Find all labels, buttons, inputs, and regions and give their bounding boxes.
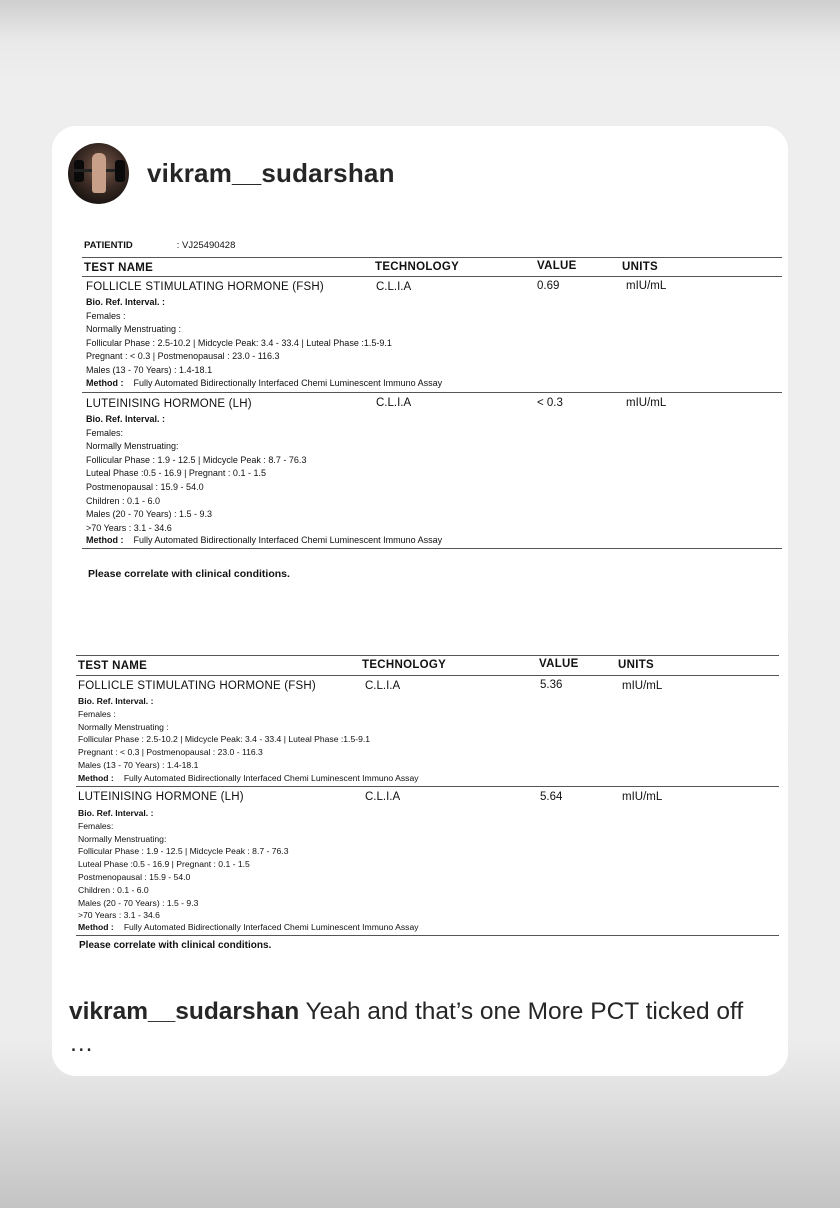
header-units: UNITS xyxy=(618,659,654,671)
method: Method : Fully Automated Bidirectionally Interfaced Chemi Luminescent Immuno Assay xyxy=(78,922,419,932)
post-caption xyxy=(69,996,749,1060)
test-technology: C.L.I.A xyxy=(365,680,401,692)
avatar-photo-figure xyxy=(92,153,106,193)
reference-interval: Bio. Ref. Interval. : Females: Normally Menstruating: Follicular Phase : 1.9 - 12.5 | Midcycle Peak : 8.7 - 76.3 Luteal Phase :0.5 - 16.9 | Pregnant : 0.1 - 1.5 Postmenopausal : 15.9 - 54.0 Children : 0.1 - 6.0 Males (20 - 70 Years) : 1.5 - 9.3 >70 Years : 3.1 - 34.6 xyxy=(86,414,307,533)
header-technology: TECHNOLOGY xyxy=(362,659,447,671)
test-technology: C.L.I.A xyxy=(376,281,412,293)
test-technology: C.L.I.A xyxy=(376,397,412,409)
post-header xyxy=(68,142,395,204)
test-units: mIU/mL xyxy=(626,280,667,292)
divider xyxy=(82,276,782,277)
test-units: mIU/mL xyxy=(622,680,663,692)
method: Method : Fully Automated Bidirectionally Interfaced Chemi Luminescent Immuno Assay xyxy=(78,773,419,783)
method: Method : Fully Automated Bidirectionally Interfaced Chemi Luminescent Immuno Assay xyxy=(86,378,443,388)
test-units: mIU/mL xyxy=(622,791,663,803)
test-value: 5.64 xyxy=(540,791,563,803)
test-name: LUTEINISING HORMONE (LH) xyxy=(78,791,244,803)
username-link[interactable]: vikram__sudarshan xyxy=(147,157,395,188)
header-value: VALUE xyxy=(539,658,579,670)
test-name: FOLLICLE STIMULATING HORMONE (FSH) xyxy=(78,680,316,692)
divider xyxy=(76,675,779,676)
divider xyxy=(82,548,782,549)
header-units: UNITS xyxy=(622,261,658,273)
profile-avatar[interactable] xyxy=(68,143,129,204)
divider xyxy=(82,257,782,258)
story-card xyxy=(52,126,788,1076)
reference-interval: Bio. Ref. Interval. : Females : Normally Menstruating : Follicular Phase : 2.5-10.2 | Midcycle Peak: 3.4 - 33.4 | Luteal Phase :1.5-9.1 Pregnant : < 0.3 | Postmenopausal : 23.0 - 116.3 Males (13 - 70 Years) : 1.4-18.1 xyxy=(86,297,392,375)
caption-username[interactable]: vikram__sudarshan xyxy=(69,998,300,1025)
test-name: LUTEINISING HORMONE (LH) xyxy=(86,398,252,410)
clinical-note: Please correlate with clinical conditions. xyxy=(79,940,272,951)
header-technology: TECHNOLOGY xyxy=(375,261,460,273)
test-value: < 0.3 xyxy=(537,397,563,409)
test-name: FOLLICLE STIMULATING HORMONE (FSH) xyxy=(86,281,324,293)
reference-interval: Bio. Ref. Interval. : Females: Normally Menstruating: Follicular Phase : 1.9 - 12.5 | Midcycle Peak : 8.7 - 76.3 Luteal Phase :0.5 - 16.9 | Pregnant : 0.1 - 1.5 Postmenopausal : 15.9 - 54.0 Children : 0.1 - 6.0 Males (20 - 70 Years) : 1.5 - 9.3 >70 Years : 3.1 - 34.6 xyxy=(78,808,289,921)
caption-text: Yeah and that’s one More PCT ticked off … xyxy=(69,998,744,1057)
method: Method : Fully Automated Bidirectionally Interfaced Chemi Luminescent Immuno Assay xyxy=(86,535,443,545)
divider xyxy=(76,935,779,936)
test-value: 0.69 xyxy=(537,280,560,292)
reference-interval: Bio. Ref. Interval. : Females : Normally Menstruating : Follicular Phase : 2.5-10.2 | Midcycle Peak: 3.4 - 33.4 | Luteal Phase :1.5-9.1 Pregnant : < 0.3 | Postmenopausal : 23.0 - 116.3 Males (13 - 70 Years) : 1.4-18.1 xyxy=(78,696,371,770)
header-test-name: TEST NAME xyxy=(84,262,154,274)
test-units: mIU/mL xyxy=(626,397,667,409)
clinical-note: Please correlate with clinical conditions. xyxy=(88,568,290,580)
test-value: 5.36 xyxy=(540,679,563,691)
patient-id-value: : VJ25490428 xyxy=(176,240,236,251)
divider xyxy=(82,392,782,393)
test-technology: C.L.I.A xyxy=(365,791,401,803)
divider xyxy=(76,786,779,787)
header-value: VALUE xyxy=(537,260,577,272)
avatar-photo-plate xyxy=(115,160,125,182)
header-test-name: TEST NAME xyxy=(78,660,148,672)
divider xyxy=(76,655,779,656)
patient-id: PATIENTID : VJ25490428 xyxy=(84,240,236,251)
